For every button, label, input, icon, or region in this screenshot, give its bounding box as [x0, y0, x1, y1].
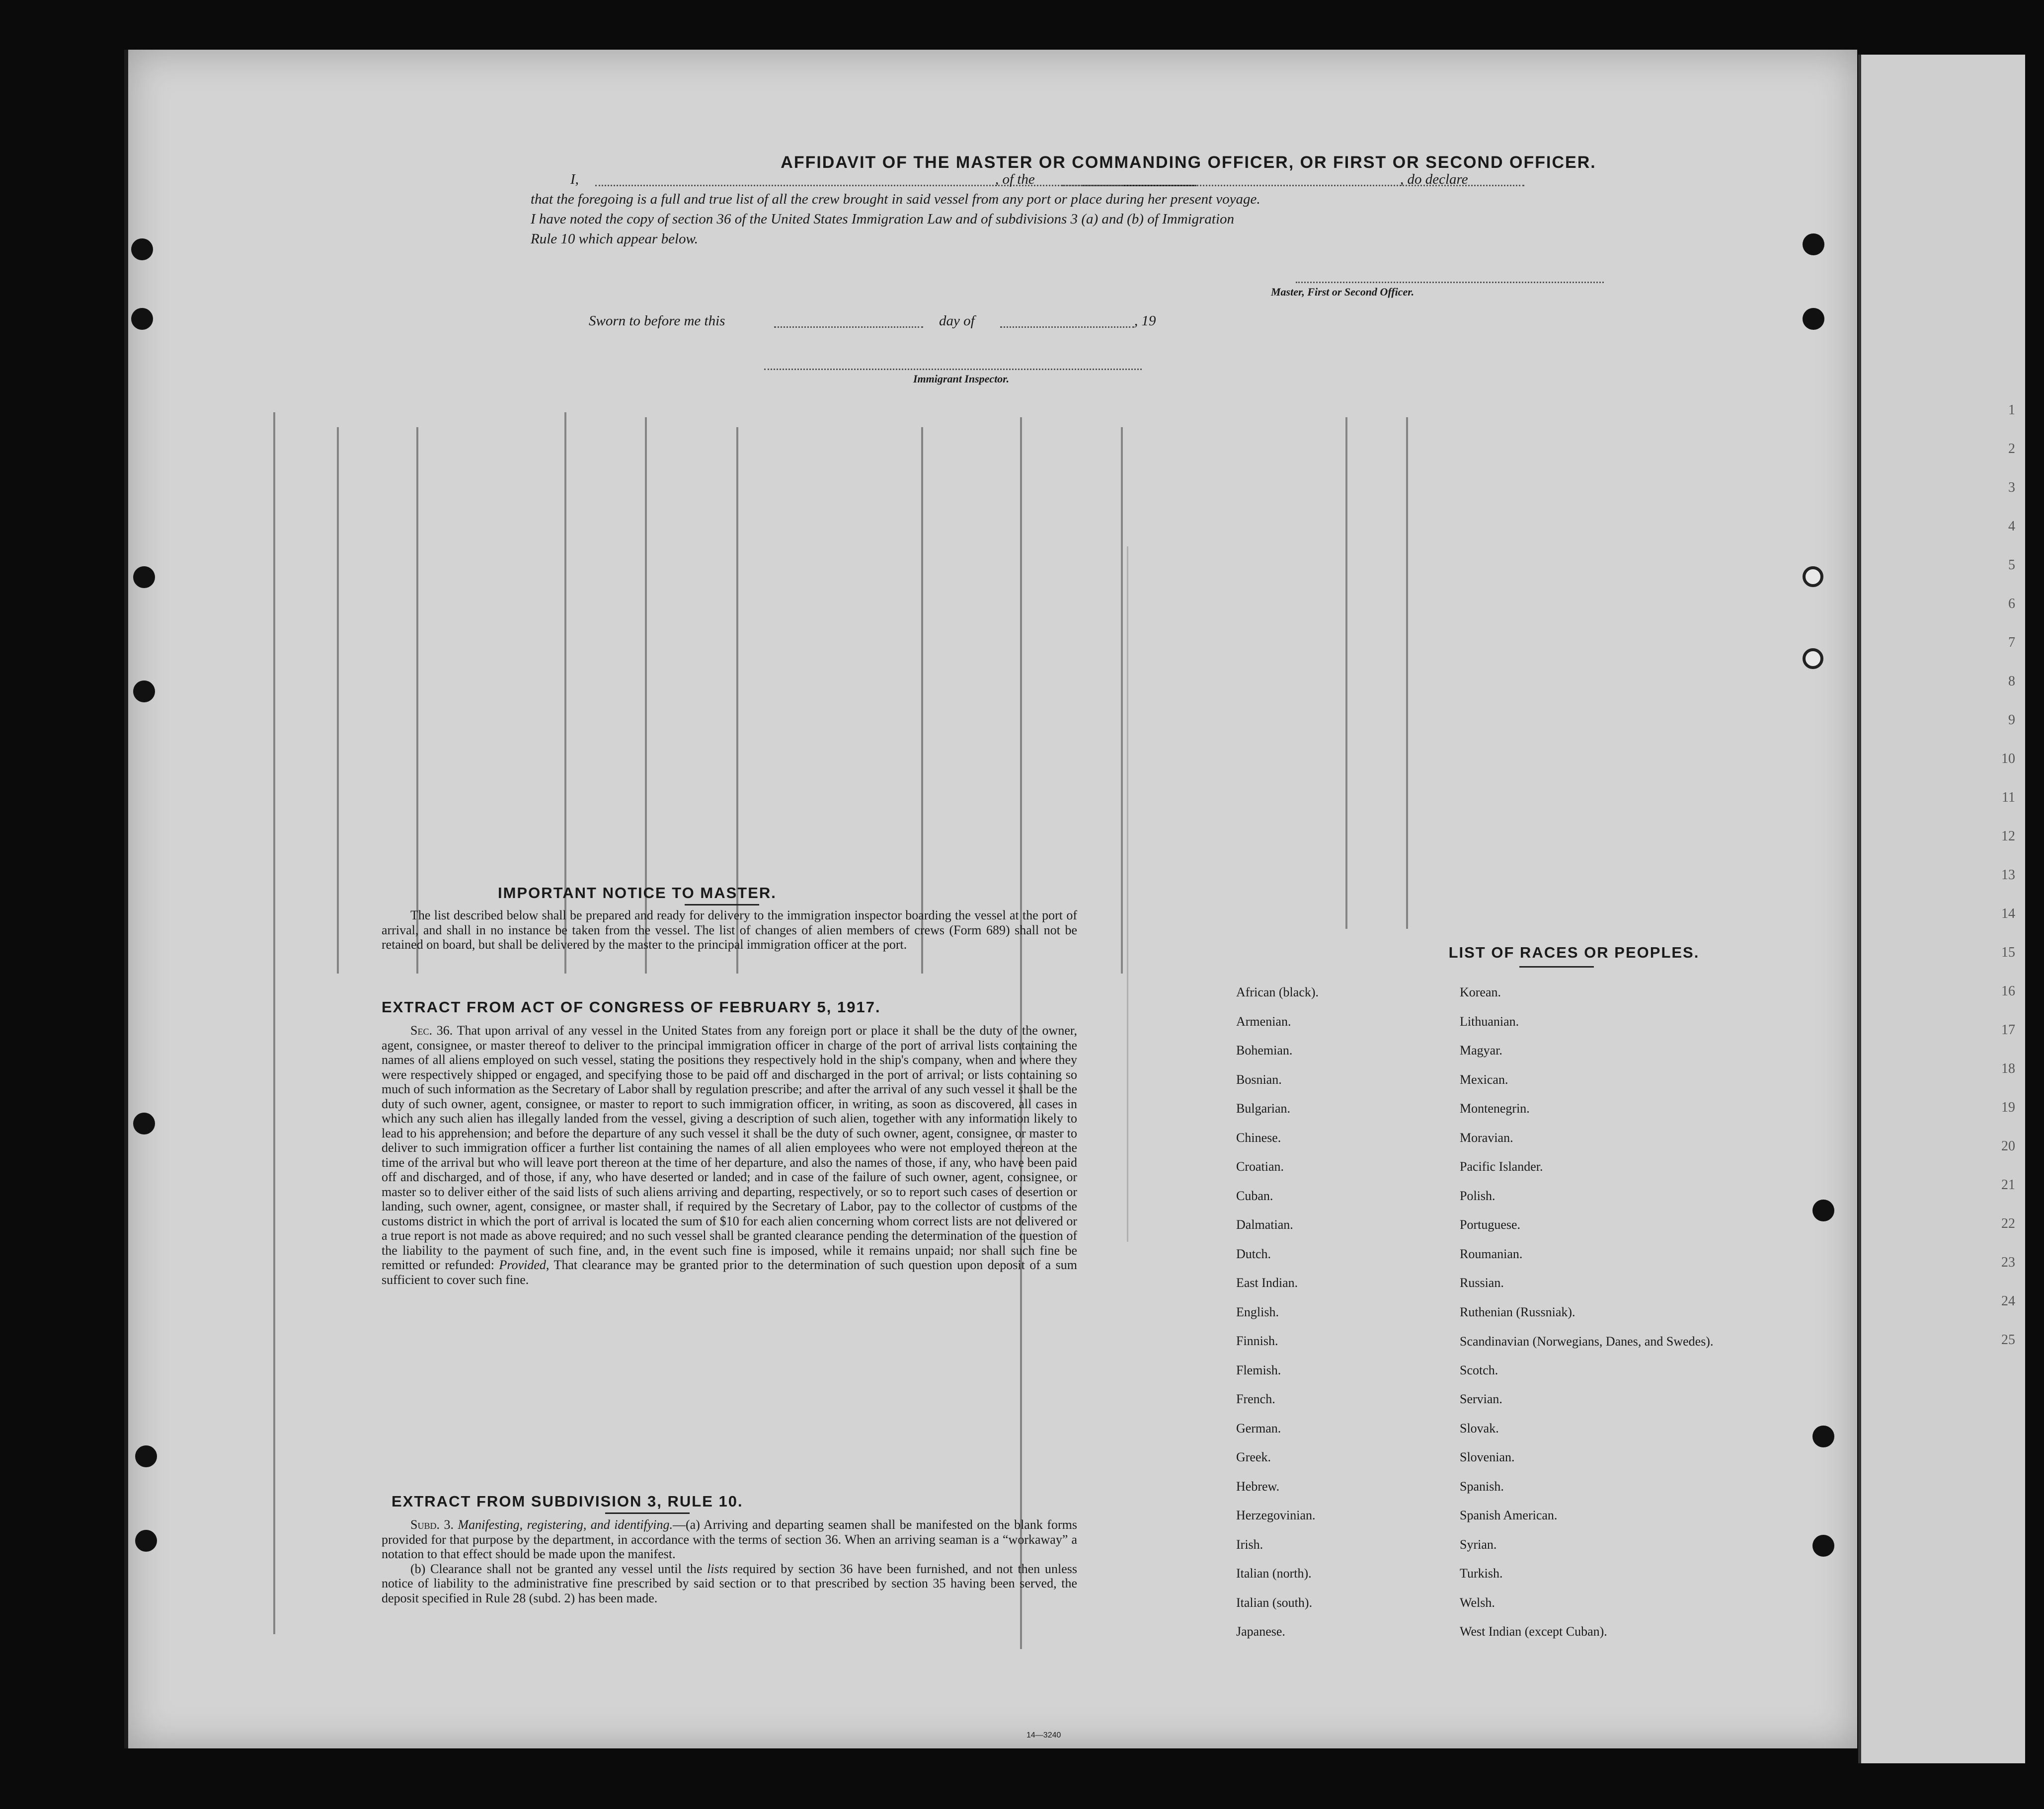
adjacent-row-number: 2 [2008, 441, 2015, 456]
race-item: Bohemian. [1236, 1043, 1293, 1057]
race-item: Finnish. [1236, 1334, 1278, 1348]
punch-hole [133, 680, 155, 702]
adjacent-row-number: 16 [2001, 983, 2015, 999]
affidavit-line-2: that the foregoing is a full and true list of all the crew brought in said vessel from any port or place during her present voyage. [531, 191, 1260, 207]
race-item: Dalmatian. [1236, 1217, 1293, 1232]
punch-hole [1812, 1426, 1834, 1447]
adjacent-row-number: 23 [2001, 1255, 2015, 1270]
race-item: Roumanian. [1460, 1246, 1523, 1261]
act-title: EXTRACT FROM ACT OF CONGRESS OF FEBRUARY 5, 1917. [382, 998, 881, 1016]
race-item: Servian. [1460, 1392, 1502, 1406]
race-item: Magyar. [1460, 1043, 1502, 1057]
race-item: Croatian. [1236, 1159, 1284, 1174]
race-item: West Indian (except Cuban). [1460, 1624, 1607, 1639]
subd-label: Subd. 3. [410, 1517, 454, 1532]
race-item: Flemish. [1236, 1362, 1281, 1377]
adjacent-row-number: 13 [2001, 867, 2015, 883]
adjacent-row-number: 6 [2008, 596, 2015, 611]
race-item: Turkish. [1460, 1566, 1503, 1581]
race-item: Pacific Islander. [1460, 1159, 1543, 1174]
subd-lists: lists [707, 1561, 728, 1576]
affidavit-line-3: I have noted the copy of section 36 of the United States Immigration Law and of subdivisions 3 (a) and (b) of Immigration [531, 211, 1235, 227]
race-item: Greek. [1236, 1450, 1271, 1464]
adjacent-row-number: 3 [2008, 480, 2015, 495]
punch-hole [1803, 308, 1824, 330]
column-rule [1121, 427, 1123, 974]
race-item: Chinese. [1236, 1130, 1281, 1145]
master-signature-blank [1296, 281, 1604, 283]
race-item: Herzegovinian. [1236, 1508, 1316, 1522]
adjacent-row-number: 10 [2001, 751, 2015, 766]
race-item: English. [1236, 1304, 1279, 1319]
affidavit-title: AFFIDAVIT OF THE MASTER OR COMMANDING OFFICER, OR FIRST OR SECOND OFFICER. [781, 153, 1596, 172]
race-item: Polish. [1460, 1188, 1495, 1203]
race-item: Scandinavian (Norwegians, Danes, and Swedes). [1460, 1334, 1714, 1349]
adjacent-row-number: 17 [2001, 1022, 2015, 1038]
adjacent-row-number: 1 [2008, 402, 2015, 418]
sworn-label: Sworn to before me this [589, 313, 725, 329]
sworn-month-blank [1000, 325, 1134, 328]
adjacent-row-number: 22 [2001, 1216, 2015, 1231]
race-item: Spanish. [1460, 1479, 1504, 1494]
document-page [124, 50, 1857, 1748]
title-rule [1519, 966, 1594, 968]
adjacent-row-number: 5 [2008, 557, 2015, 573]
race-item: Hebrew. [1236, 1479, 1280, 1494]
punch-hole [1812, 1535, 1834, 1557]
day-of-label: day of [939, 313, 975, 329]
column-rule [1406, 417, 1408, 929]
title-rule [685, 904, 759, 905]
section-label: Sec. 36. [410, 1023, 453, 1038]
adjacent-row-number: 15 [2001, 945, 2015, 960]
adjacent-row-number: 18 [2001, 1061, 2015, 1076]
race-item: Ruthenian (Russniak). [1460, 1304, 1575, 1319]
notice-title: IMPORTANT NOTICE TO MASTER. [498, 884, 777, 902]
adjacent-page-edge [1858, 55, 2025, 1763]
column-rule [416, 427, 418, 974]
name-blank [595, 184, 1122, 186]
inspector-signature-blank [764, 368, 1142, 370]
subdivision-text [382, 1517, 1077, 1605]
race-item: Dutch. [1236, 1246, 1271, 1261]
race-item: East Indian. [1236, 1276, 1298, 1290]
race-item: Slovenian. [1460, 1450, 1515, 1464]
notice-text [382, 908, 1077, 952]
affidavit-line-4: Rule 10 which appear below. [531, 231, 698, 247]
race-item: Slovak. [1460, 1421, 1499, 1435]
adjacent-row-number: 9 [2008, 712, 2015, 728]
subd-text-b1: (b) Clearance shall not be granted any vessel until the [410, 1561, 703, 1576]
race-item: Syrian. [1460, 1537, 1497, 1552]
act-body-end: That clearance may be granted prior to the determination of such question upon deposit of a sum sufficient to cover such fine. [382, 1258, 1078, 1287]
race-item: Lithuanian. [1460, 1014, 1519, 1029]
race-item: Portuguese. [1460, 1217, 1521, 1232]
subd-heading: Manifesting, registering, and identifying. [458, 1517, 673, 1532]
race-item: Korean. [1460, 985, 1501, 999]
adjacent-row-number: 20 [2001, 1138, 2015, 1154]
title-rule [605, 1512, 690, 1514]
year-label: , 19 [1134, 313, 1156, 329]
race-item: Cuban. [1236, 1188, 1273, 1203]
race-item: Armenian. [1236, 1014, 1291, 1029]
subdivision-title: EXTRACT FROM SUBDIVISION 3, RULE 10. [392, 1493, 743, 1510]
punch-hole [133, 1113, 155, 1134]
race-item: Italian (north). [1236, 1566, 1312, 1581]
notice-paragraph: The list described below shall be prepared and ready for delivery to the immigration inspector boarding the vessel at the port of arrival, and shall in no instance be taken from the vessel. The list of changes of alien members of crews (Form 689) shall not be retained on board, but shall be delivered by the master to the principal immigration officer at the port. [382, 908, 1077, 952]
punch-hole [131, 238, 153, 260]
column-rule [273, 412, 275, 1634]
affidavit-of-the: , of the [995, 171, 1035, 187]
affidavit-i: I, [570, 171, 579, 187]
punch-hole [1812, 1200, 1834, 1221]
adjacent-row-number: 19 [2001, 1100, 2015, 1115]
race-item: Italian (south). [1236, 1595, 1313, 1610]
punch-hole [133, 566, 155, 588]
races-title: LIST OF RACES OR PEOPLES. [1448, 944, 1700, 961]
adjacent-row-number: 4 [2008, 519, 2015, 534]
subd-text-a: —(a) Arriving and departing seamen shall be manifested on the blank forms provided for that purpose by the department, in accordance with the terms of section 36. When an arriving seaman is a “workaway” a notation to that effect should be made upon the manifest. [382, 1517, 1077, 1561]
race-item: Scotch. [1460, 1362, 1498, 1377]
race-item: Mexican. [1460, 1072, 1508, 1087]
master-label: Master, First or Second Officer. [1271, 286, 1415, 298]
punch-hole [135, 1530, 157, 1552]
sworn-day-blank [774, 325, 923, 328]
subd-text-b2: required by section 36 have been furnished, and not then unless notice of liability to the administrative fine prescribed by said section or to that prescribed by section 35 having been served, the deposit specified in Rule 28 (subd. 2) has been made. [382, 1561, 1078, 1605]
adjacent-row-number: 25 [2001, 1332, 2015, 1348]
inspector-label: Immigrant Inspector. [913, 373, 1010, 385]
race-item: African (black). [1236, 985, 1319, 999]
punch-hole [1803, 566, 1823, 587]
adjacent-row-number: 14 [2001, 906, 2015, 921]
adjacent-row-number: 8 [2008, 674, 2015, 689]
column-rule [1345, 417, 1347, 929]
adjacent-row-number: 7 [2008, 635, 2015, 650]
column-rule [337, 427, 339, 974]
form-number: 14—3240 [1026, 1731, 1061, 1739]
race-item: Russian. [1460, 1276, 1504, 1290]
adjacent-row-number: 12 [2001, 829, 2015, 844]
punch-hole [131, 308, 153, 330]
provided-label: Provided, [499, 1258, 550, 1272]
race-item: Spanish American. [1460, 1508, 1558, 1522]
race-item: French. [1236, 1392, 1275, 1406]
act-body: That upon arrival of any vessel in the United States from any foreign port or place it shall be the duty of the owner, agent, consignee, or master thereof to deliver to the principal immigration officer in charge of the port of arrival lists containing the names of all aliens employed on such vessel, stating the positions they respectively hold in the ship's company, when and where they were respectively shipped or engaged, and specifying those to be paid off and discharged in the port of arrival; or lists containing so much of such information as the Secretary of Labor shall by regulation prescribe; and after the arrival of any such vessel it shall be the duty of such owner, agent, consignee, or master to report to such immigration officer, in writing, as soon as discovered, all cases in which any such alien has illegally landed from the vessel, giving a description of such alien, together with any information likely to lead to his apprehension; and before the departure of any such vessel it shall be the duty of such owner, agent, consignee, or master to deliver to such immigration officer a further list containing the names of all alien employees who were not employed thereon at the time of the arrival but who will leave port thereon at the time of her departure, and also the names of those, if any, who have been paid off and discharged, and of those, if any, who have deserted or landed; and in case of the failure of such owner, agent, consignee, or master so to deliver either of the said lists of such aliens arriving and departing, respectively, or so to report such cases of desertion or landing, such owner, agent, consignee, or master shall, if required by the Secretary of Labor, pay to the collector of customs of the customs district in which the port of arrival is located the sum of $10 for each alien concerning whom correct lists are not delivered or a true report is not made as above required; and no such vessel shall be granted clearance pending the determination of the question of the liability to the payment of such fine, and, in the event such fine is imposed, while it remains unpaid; nor shall such fine be remitted or refunded: [382, 1023, 1077, 1272]
punch-hole [1803, 648, 1823, 669]
race-item: Irish. [1236, 1537, 1263, 1552]
adjacent-row-number: 24 [2001, 1293, 2015, 1309]
race-item: Montenegrin. [1460, 1101, 1530, 1116]
races-column-1 [1236, 986, 1319, 1655]
race-item: Bosnian. [1236, 1072, 1282, 1087]
race-item: Welsh. [1460, 1595, 1495, 1610]
race-item: Japanese. [1236, 1624, 1285, 1639]
race-item: German. [1236, 1421, 1281, 1435]
affidavit-do-declare: , do declare [1400, 171, 1468, 187]
column-rule [1127, 546, 1128, 1242]
column-rule [921, 427, 923, 974]
races-column-2 [1460, 986, 1713, 1655]
race-item: Bulgarian. [1236, 1101, 1291, 1116]
punch-hole [1803, 233, 1824, 255]
adjacent-row-number: 21 [2001, 1177, 2015, 1193]
punch-hole [135, 1445, 157, 1467]
adjacent-row-number: 11 [2002, 790, 2015, 805]
act-text [382, 1023, 1077, 1287]
race-item: Moravian. [1460, 1130, 1513, 1145]
